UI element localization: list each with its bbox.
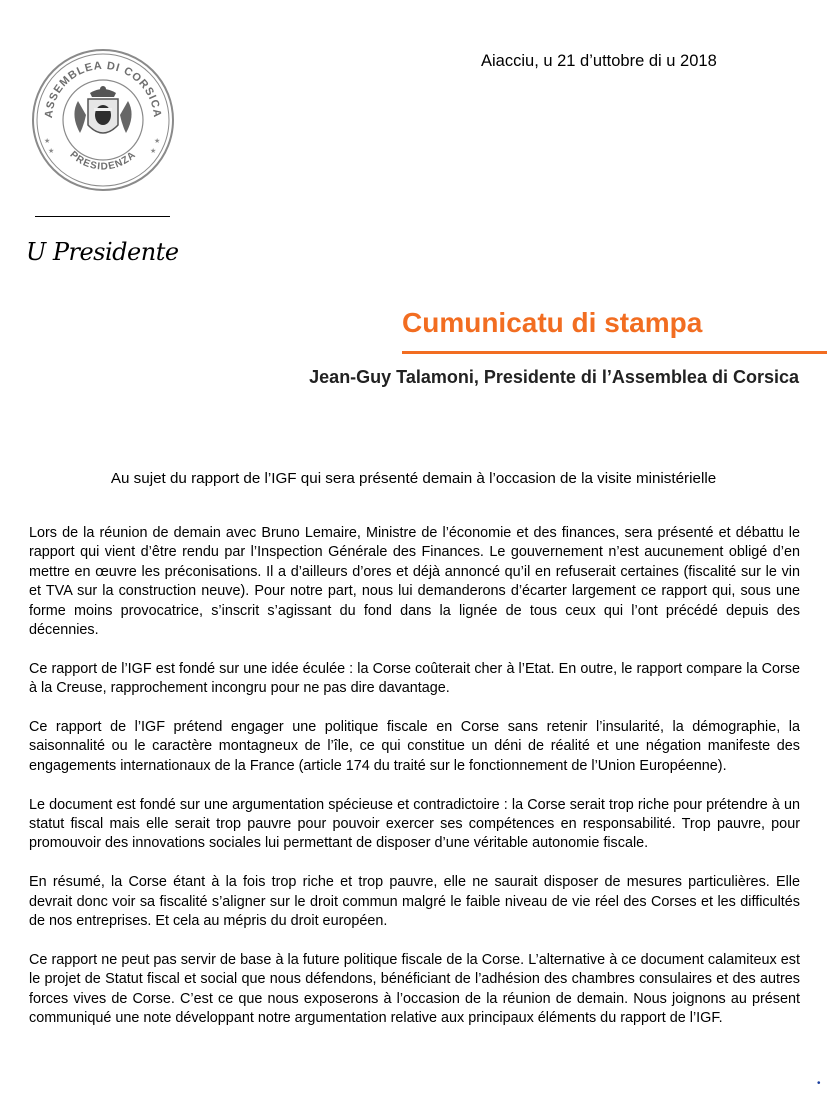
seal-graphic [30, 45, 176, 195]
seal-top-text: ASSEMBLEA DI CORSICA [42, 59, 164, 119]
document-date: Aiacciu, u 21 d’uttobre di u 2018 [481, 52, 717, 70]
svg-text:★: ★ [44, 137, 51, 145]
paragraph-4: Le document est fondé sur une argumentation spécieuse et contradictoire : la Corse serait trop riche pour prétendre à un statut fiscal mais elle serait trop pauvre pour pouvoir exercer ses compétences en responsabilité. Trop pauvre, pour promouvoir des innovations sociales lui permettant de disposer d’une véritable autonomie fiscale. [29, 796, 800, 852]
author-line: Jean-Guy Talamoni, Presidente di l’Assemblea di Corsica [309, 367, 799, 387]
paragraph-2: Ce rapport de l’IGF est fondé sur une idée éculée : la Corse coûterait cher à l’Etat. En outre, le rapport compare la Corse à la Creuse, rapprochement incongru pour ne pas dire davantage. [29, 660, 800, 697]
paragraph-1: Lors de la réunion de demain avec Bruno Lemaire, Ministre de l’économie et des finances, sera présenté et débattu le rapport qui vient d’être rendu par l’Inspection Générale des Finances. Le gouvernement n’est aucunement obligé d’en mettre en œuvre les préconisations. Il a d’ailleurs d’ores et déjà annoncé qu’il en refuserait certaines (fiscalité sur le vin et TVA sur la construction neuve). Pour notre part, nous lui demanderons d’écarter largement ce rapport qui, sous une forme moins provocatrice, s’inscrit s’agissant du fond dans la lignée de tous ceux qui l’ont précédé depuis des décennies. [29, 525, 800, 639]
svg-text:★: ★ [48, 147, 55, 155]
press-release-title: Cumunicatu di stampa [402, 307, 703, 338]
body-text [29, 524, 800, 1048]
subject-line: Au sujet du rapport de l’IGF qui sera présenté demain à l’occasion de la visite ministérielle [110, 470, 717, 487]
svg-text:★: ★ [154, 137, 161, 145]
signature-title: U Presidente [26, 238, 179, 266]
page-marker-dot: • [817, 1078, 821, 1089]
paragraph-6: Ce rapport ne peut pas servir de base à la future politique fiscale de la Corse. L’alternative à ce document calamiteux est le projet de Statut fiscal et social que nous défendons, bénéficiant de l’adhésion des chambres consulaires et des autres forces vives de Corse. C’est ce que nous exposerons à l’occasion de la réunion de demain. Nous joignons au présent communiqué une note développant notre argumentation relative aux principaux éléments du rapport de l’IGF. [29, 951, 800, 1027]
paragraph-5: En résumé, la Corse étant à la fois trop riche et trop pauvre, elle ne saurait disposer de mesures particulières. Elle devrait donc voir sa fiscalité s’aligner sur le droit commun malgré le faible niveau de vie réel des Corses et les difficultés de nos entreprises. Et cela au mépris du droit européen. [29, 874, 800, 930]
title-underline [402, 351, 827, 354]
svg-text:★: ★ [150, 147, 157, 155]
assemblea-seal [30, 45, 176, 195]
signature-line [35, 216, 170, 217]
paragraph-3: Ce rapport de l’IGF prétend engager une politique fiscale en Corse sans retenir l’insularité, la démographie, la saisonnalité ou le caractère montagneux de l’île, ce qui constitue un déni de réalité et une négation manifeste des engagements internationaux de la France (article 174 du traité sur le fonctionnement de l’Union Européenne). [29, 719, 800, 774]
seal-bottom-text: PRESIDENZA [67, 149, 139, 173]
